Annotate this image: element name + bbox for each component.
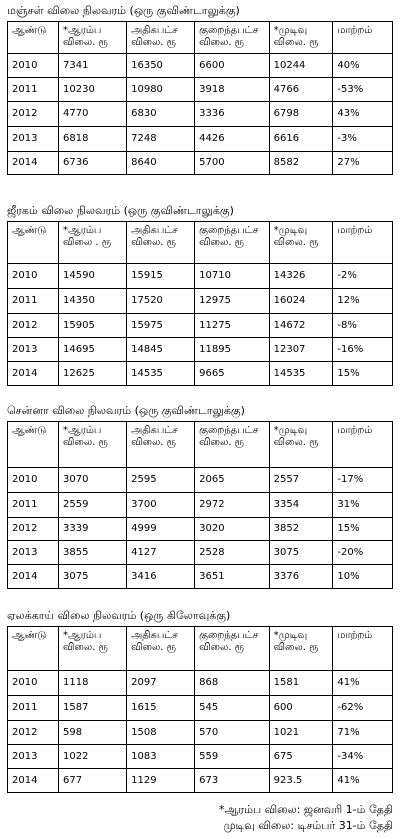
value-cell: 3416 — [127, 565, 195, 589]
value-cell: 673 — [195, 769, 269, 793]
value-cell: 2595 — [127, 468, 195, 493]
value-cell: 31% — [333, 493, 393, 518]
table-row — [8, 152, 393, 175]
value-cell: 3651 — [195, 565, 269, 589]
column-header: அதிகபட்ச விலை. ரூ — [127, 222, 195, 264]
table-row — [8, 721, 393, 745]
value-cell: 3918 — [195, 78, 269, 102]
column-header: *ஆரம்ப விலை. ரூ — [59, 422, 127, 468]
value-cell: 15% — [333, 518, 393, 541]
value-cell: 4127 — [127, 541, 195, 565]
value-cell: 6818 — [59, 127, 127, 152]
value-cell: 10980 — [127, 78, 195, 102]
year-cell: 2012 — [8, 314, 59, 338]
value-cell: 43% — [333, 102, 393, 127]
value-cell: -16% — [333, 338, 393, 362]
table-row — [8, 493, 393, 518]
value-cell: 2528 — [195, 541, 269, 565]
price-section — [7, 204, 393, 386]
column-header: *முடிவு விலை. ரூ — [269, 222, 333, 264]
table-row — [8, 541, 393, 565]
value-cell: 15905 — [59, 314, 127, 338]
value-cell: 559 — [195, 745, 269, 769]
value-cell: 10710 — [195, 264, 269, 289]
year-cell: 2011 — [8, 78, 59, 102]
year-cell: 2010 — [8, 468, 59, 493]
value-cell: 2559 — [59, 493, 127, 518]
section-title: சென்னா விலை நிலவரம் (ஒரு குவிண்டாலுக்கு) — [7, 404, 245, 417]
value-cell: 14326 — [269, 264, 333, 289]
value-cell: -34% — [333, 745, 393, 769]
value-cell: 3075 — [269, 541, 333, 565]
value-cell: 15915 — [127, 264, 195, 289]
price-table — [7, 421, 393, 589]
value-cell: 3700 — [127, 493, 195, 518]
year-cell: 2010 — [8, 264, 59, 289]
table-row — [8, 78, 393, 102]
value-cell: 14535 — [269, 362, 333, 386]
value-cell: 1022 — [59, 745, 127, 769]
value-cell: 6798 — [269, 102, 333, 127]
value-cell: 41% — [333, 769, 393, 793]
value-cell: 570 — [195, 721, 269, 745]
value-cell: 3852 — [269, 518, 333, 541]
value-cell: 1118 — [59, 671, 127, 696]
year-cell: 2012 — [8, 518, 59, 541]
year-cell: 2012 — [8, 102, 59, 127]
column-header: குறைந்தபட்ச விலை. ரூ — [195, 422, 269, 468]
column-header: *ஆரம்ப விலை. ரூ — [59, 627, 127, 671]
value-cell: 16350 — [127, 54, 195, 78]
footnote-end-price: முடிவு விலை: டிசம்பர் 31-ம் தேதி — [223, 819, 393, 832]
value-cell: -20% — [333, 541, 393, 565]
year-cell: 2011 — [8, 696, 59, 721]
year-cell: 2014 — [8, 769, 59, 793]
year-cell: 2014 — [8, 565, 59, 589]
table-row — [8, 362, 393, 386]
value-cell: 1021 — [269, 721, 333, 745]
value-cell: 677 — [59, 769, 127, 793]
value-cell: 2557 — [269, 468, 333, 493]
column-header: குறைந்தபட்ச விலை. ரூ — [195, 627, 269, 671]
year-cell: 2013 — [8, 541, 59, 565]
value-cell: 8640 — [127, 152, 195, 175]
year-cell: 2011 — [8, 289, 59, 314]
section-title: ஏலக்காய் விலை நிலவரம் (ஒரு கிலோவுக்கு) — [7, 609, 231, 622]
table-row — [8, 769, 393, 793]
value-cell: 27% — [333, 152, 393, 175]
value-cell: 11275 — [195, 314, 269, 338]
price-section — [7, 609, 393, 793]
value-cell: 923.5 — [269, 769, 333, 793]
year-cell: 2014 — [8, 152, 59, 175]
value-cell: 3354 — [269, 493, 333, 518]
value-cell: 12307 — [269, 338, 333, 362]
value-cell: -17% — [333, 468, 393, 493]
value-cell: 12975 — [195, 289, 269, 314]
table-row — [8, 565, 393, 589]
value-cell: 15% — [333, 362, 393, 386]
column-header: ஆண்டு — [8, 222, 59, 264]
value-cell: 2065 — [195, 468, 269, 493]
price-table — [7, 626, 393, 793]
value-cell: 3070 — [59, 468, 127, 493]
value-cell: 6736 — [59, 152, 127, 175]
table-row — [8, 127, 393, 152]
value-cell: 3339 — [59, 518, 127, 541]
value-cell: 71% — [333, 721, 393, 745]
value-cell: 4999 — [127, 518, 195, 541]
value-cell: 11895 — [195, 338, 269, 362]
value-cell: 1508 — [127, 721, 195, 745]
value-cell: 14672 — [269, 314, 333, 338]
section-title: மஞ்சள் விலை நிலவரம் (ஒரு குவிண்டாலுக்கு) — [7, 4, 240, 17]
table-row — [8, 54, 393, 78]
value-cell: 598 — [59, 721, 127, 745]
value-cell: 12625 — [59, 362, 127, 386]
value-cell: 868 — [195, 671, 269, 696]
table-row — [8, 102, 393, 127]
value-cell: -2% — [333, 264, 393, 289]
year-cell: 2013 — [8, 127, 59, 152]
value-cell: 14535 — [127, 362, 195, 386]
year-cell: 2010 — [8, 54, 59, 78]
value-cell: 1581 — [269, 671, 333, 696]
column-header: அதிகபட்ச விலை. ரூ — [127, 22, 195, 54]
value-cell: 675 — [269, 745, 333, 769]
table-header-row — [8, 222, 393, 264]
value-cell: 10244 — [269, 54, 333, 78]
column-header: *முடிவு விலை. ரூ — [269, 22, 333, 54]
column-header: *முடிவு விலை. ரூ — [269, 627, 333, 671]
column-header: ஆண்டு — [8, 22, 59, 54]
table-header-row — [8, 627, 393, 671]
value-cell: 1083 — [127, 745, 195, 769]
column-header: *ஆரம்ப விலை. ரூ — [59, 22, 127, 54]
value-cell: 14695 — [59, 338, 127, 362]
value-cell: 6616 — [269, 127, 333, 152]
column-header: *ஆரம்ப விலை . ரூ — [59, 222, 127, 264]
column-header: மாற்றம் — [333, 22, 393, 54]
value-cell: 15975 — [127, 314, 195, 338]
value-cell: 6830 — [127, 102, 195, 127]
price-table — [7, 221, 393, 386]
section-title: ஜீரகம் விலை நிலவரம் (ஒரு குவிண்டாலுக்கு) — [7, 204, 234, 217]
column-header: குறைந்தபட்ச விலை. ரூ — [195, 222, 269, 264]
table-row — [8, 518, 393, 541]
value-cell: 41% — [333, 671, 393, 696]
column-header: அதிகபட்ச விலை. ரூ — [127, 422, 195, 468]
column-header: ஆண்டு — [8, 627, 59, 671]
column-header: மாற்றம் — [333, 422, 393, 468]
column-header: ஆண்டு — [8, 422, 59, 468]
table-header-row — [8, 22, 393, 54]
table-header-row — [8, 422, 393, 468]
column-header: குறைந்தபட்ச விலை. ரூ — [195, 22, 269, 54]
table-row — [8, 338, 393, 362]
year-cell: 2010 — [8, 671, 59, 696]
value-cell: 16024 — [269, 289, 333, 314]
column-header: *முடிவு விலை. ரூ — [269, 422, 333, 468]
column-header: அதிகபட்ச விலை. ரூ — [127, 627, 195, 671]
price-table — [7, 21, 393, 175]
table-row — [8, 745, 393, 769]
value-cell: -53% — [333, 78, 393, 102]
value-cell: 3336 — [195, 102, 269, 127]
value-cell: 3075 — [59, 565, 127, 589]
value-cell: 2972 — [195, 493, 269, 518]
price-section — [7, 4, 393, 175]
value-cell: 40% — [333, 54, 393, 78]
value-cell: 5700 — [195, 152, 269, 175]
value-cell: 545 — [195, 696, 269, 721]
value-cell: 14845 — [127, 338, 195, 362]
footnote-start-price: *ஆரம்ப விலை: ஜனவரி 1-ம் தேதி — [219, 803, 393, 816]
year-cell: 2013 — [8, 745, 59, 769]
year-cell: 2012 — [8, 721, 59, 745]
value-cell: 3376 — [269, 565, 333, 589]
value-cell: 8582 — [269, 152, 333, 175]
table-row — [8, 314, 393, 338]
value-cell: -62% — [333, 696, 393, 721]
value-cell: 2097 — [127, 671, 195, 696]
value-cell: 10230 — [59, 78, 127, 102]
table-row — [8, 696, 393, 721]
value-cell: 7341 — [59, 54, 127, 78]
value-cell: 4766 — [269, 78, 333, 102]
table-row — [8, 264, 393, 289]
value-cell: 12% — [333, 289, 393, 314]
table-row — [8, 468, 393, 493]
year-cell: 2011 — [8, 493, 59, 518]
value-cell: -8% — [333, 314, 393, 338]
value-cell: 7248 — [127, 127, 195, 152]
column-header: மாற்றம் — [333, 222, 393, 264]
value-cell: 3020 — [195, 518, 269, 541]
footnote — [219, 802, 393, 834]
table-row — [8, 671, 393, 696]
value-cell: 600 — [269, 696, 333, 721]
value-cell: 1615 — [127, 696, 195, 721]
value-cell: 17520 — [127, 289, 195, 314]
table-row — [8, 289, 393, 314]
value-cell: 6600 — [195, 54, 269, 78]
year-cell: 2014 — [8, 362, 59, 386]
value-cell: 1129 — [127, 769, 195, 793]
value-cell: 14590 — [59, 264, 127, 289]
value-cell: 14350 — [59, 289, 127, 314]
value-cell: 1587 — [59, 696, 127, 721]
price-section — [7, 404, 393, 589]
year-cell: 2013 — [8, 338, 59, 362]
value-cell: 4770 — [59, 102, 127, 127]
value-cell: 4426 — [195, 127, 269, 152]
value-cell: 9665 — [195, 362, 269, 386]
column-header: மாற்றம் — [333, 627, 393, 671]
value-cell: 3855 — [59, 541, 127, 565]
value-cell: 10% — [333, 565, 393, 589]
value-cell: -3% — [333, 127, 393, 152]
